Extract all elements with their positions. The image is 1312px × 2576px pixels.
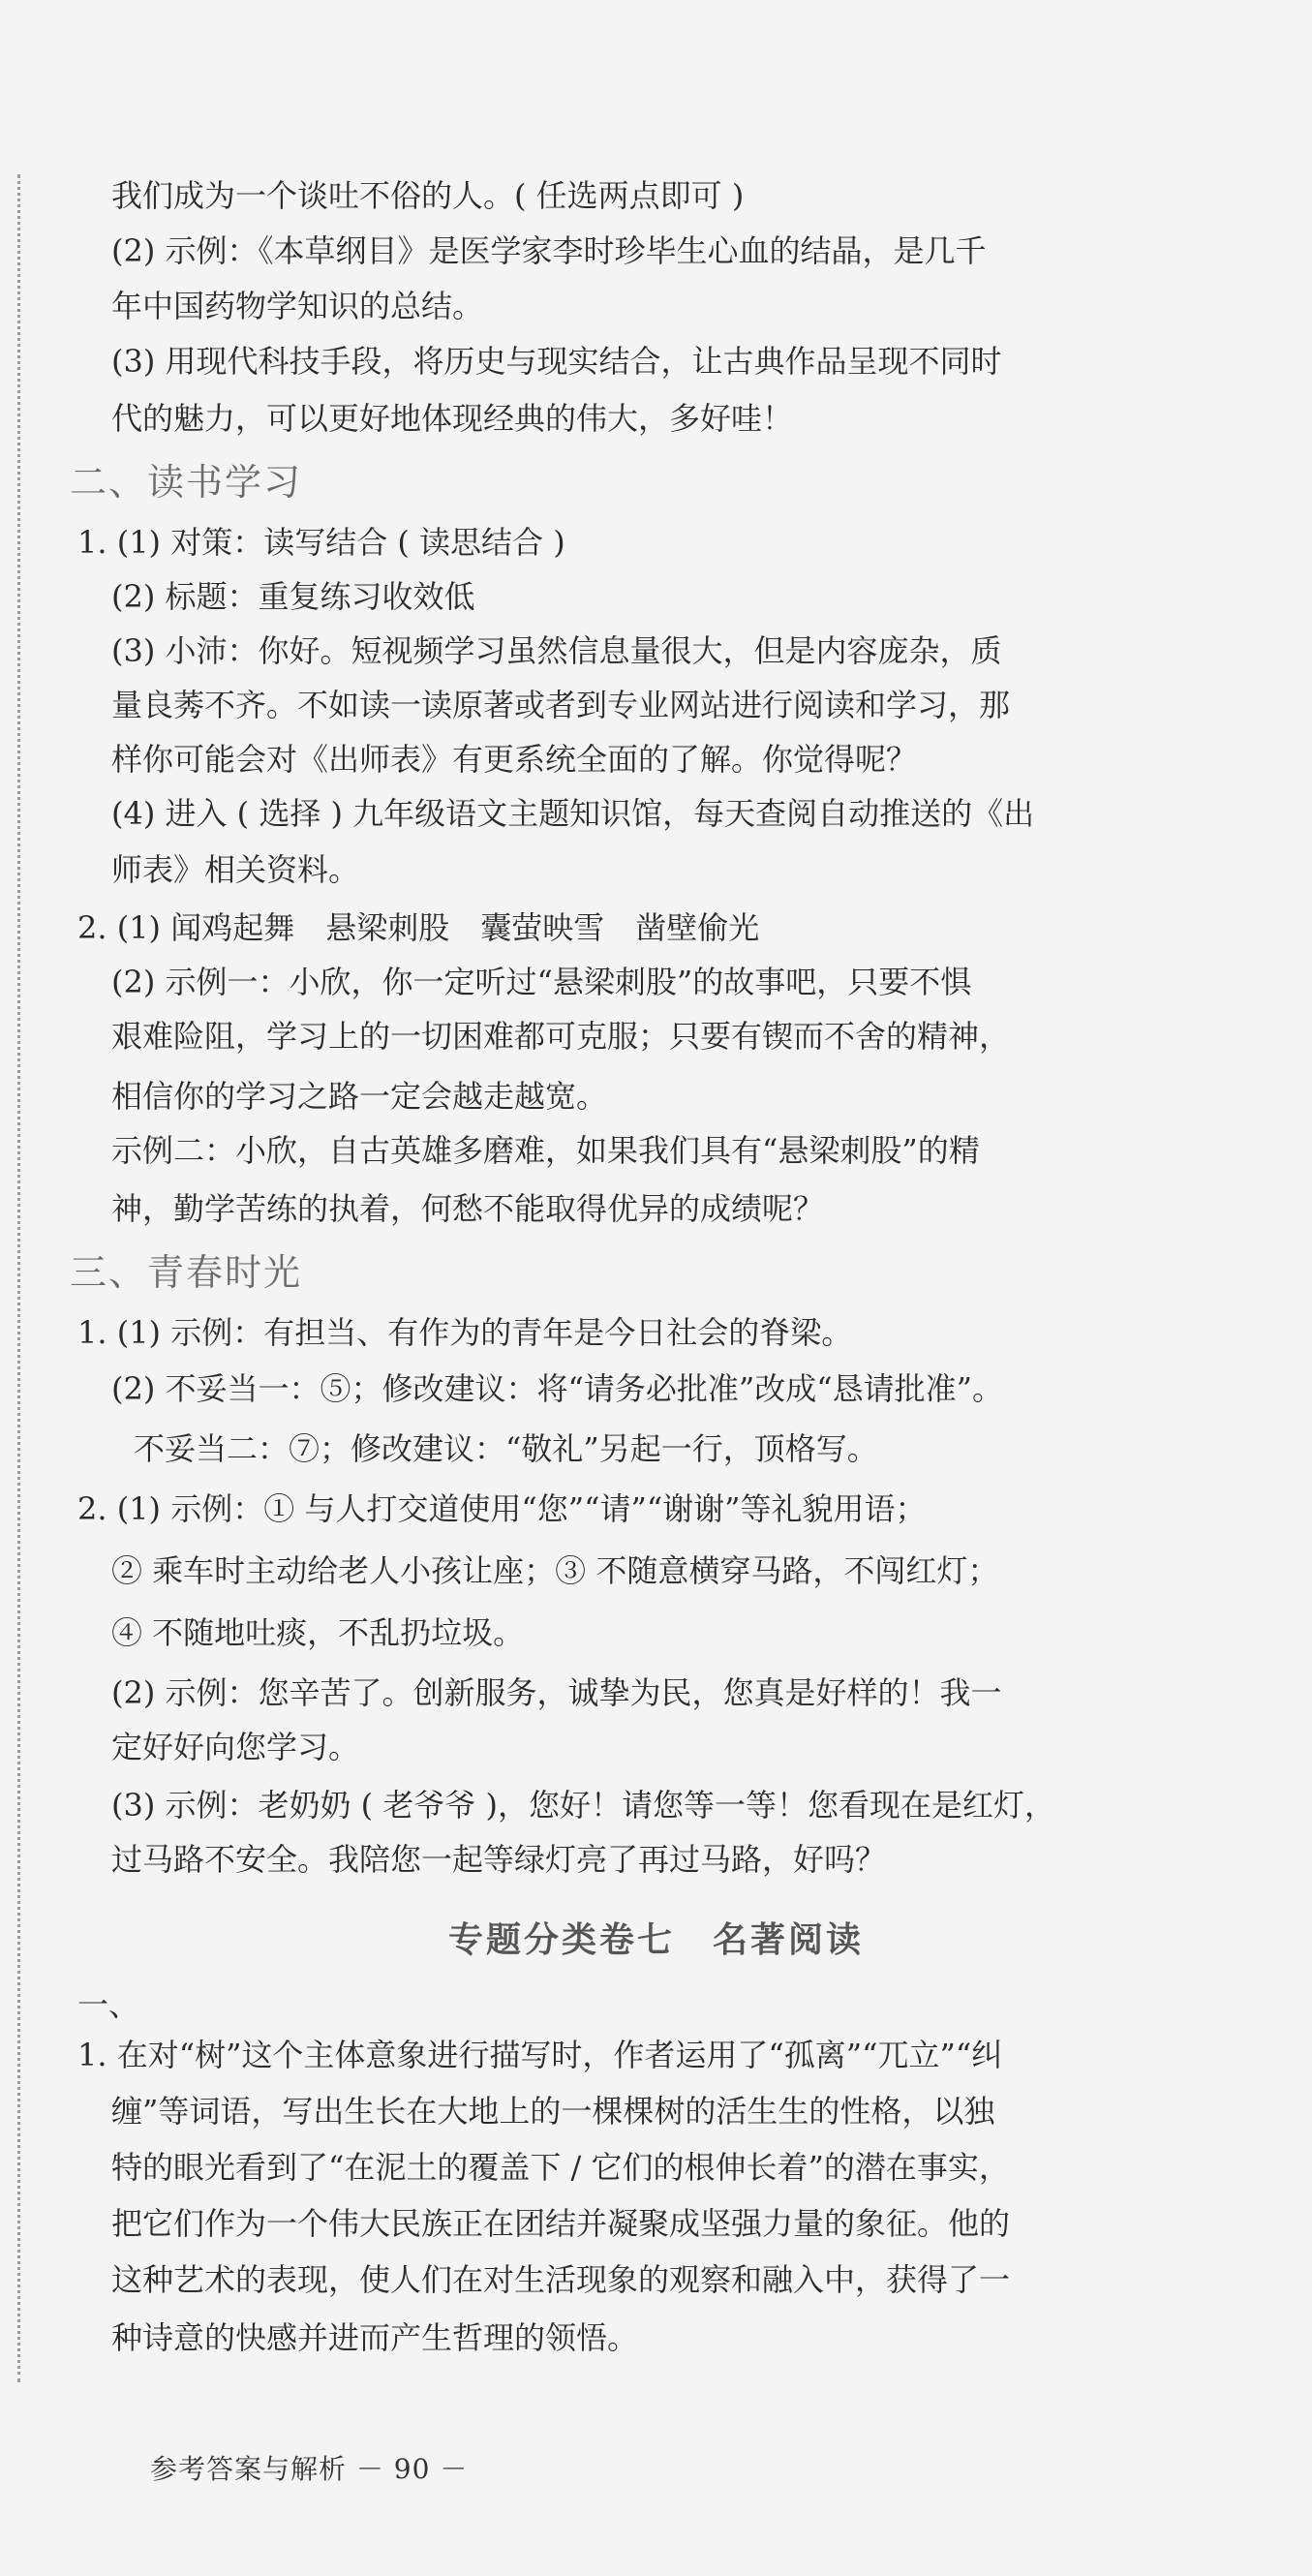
answer-text-line: 1. (1) 示例：有担当、有作为的青年是今日社会的脊梁。: [77, 1314, 853, 1351]
answer-text-line: (2) 不妥当一：⑤；修改建议：将“请务必批准”改成“恳请批准”。: [111, 1370, 1003, 1407]
answer-text-line: (3) 用现代科技手段，将历史与现实结合，让古典作品呈现不同时: [111, 343, 1002, 380]
answer-text-line: 年中国药物学知识的总结。: [111, 288, 484, 324]
answer-text-line: 师表》相关资料。: [111, 851, 360, 888]
answer-text-line: 把它们作为一个伟大民族正在团结并凝聚成坚强力量的象征。他的: [111, 2205, 1011, 2242]
section-heading: 二、读书学习: [70, 461, 303, 504]
answer-text-line: (4) 进入 ( 选择 ) 九年级语文主题知识馆，每天查阅自动推送的《出: [111, 795, 1035, 832]
answer-text-line: 代的魅力，可以更好地体现经典的伟大，多好哇！: [111, 400, 794, 437]
answer-text-line: 相信你的学习之路一定会越走越宽。: [111, 1078, 608, 1115]
answer-text-line: 2. (1) 示例：① 与人打交道使用“您”“请”“谢谢”等礼貌用语；: [77, 1490, 927, 1527]
answer-text-line: 2. (1) 闻鸡起舞 悬梁刺股 囊萤映雪 凿壁偷光: [77, 909, 760, 946]
answer-text-line: 1. 在对“树”这个主体意象进行描写时，作者运用了“孤离”“兀立”“纠: [77, 2037, 1003, 2073]
answer-text-line: ② 乘车时主动给老人小孩让座；③ 不随意横穿马路，不闯红灯；: [111, 1552, 999, 1589]
binding-margin-dotted-line: [17, 174, 20, 2382]
answer-text-line: 样你可能会对《出师表》有更系统全面的了解。你觉得呢？: [111, 741, 918, 778]
answer-text-line: (3) 小沛：你好。短视频学习虽然信息量很大，但是内容庞杂，质: [111, 632, 1002, 669]
answer-text-line: 神，勤学苦练的执着，何愁不能取得优异的成绩呢？: [111, 1190, 825, 1227]
answer-text-line: 一、: [77, 1986, 140, 2023]
answer-text-line: 量良莠不齐。不如读一读原著或者到专业网站进行阅读和学习，那: [111, 687, 1011, 723]
answer-text-line: 示例二：小欣，自古英雄多磨难，如果我们具有“悬梁刺股”的精: [111, 1132, 980, 1169]
answer-text-line: 过马路不安全。我陪您一起等绿灯亮了再过马路，好吗？: [111, 1841, 887, 1878]
answer-text-line: 我们成为一个谈吐不俗的人。( 任选两点即可 ): [111, 177, 745, 214]
answer-text-line: (2) 示例：您辛苦了。创新服务，诚挚为民，您真是好样的！我一: [111, 1674, 1002, 1711]
answer-text-line: 这种艺术的表现，使人们在对生活现象的观察和融入中，获得了一: [111, 2261, 1011, 2298]
answer-text-line: 1. (1) 对策：读写结合 ( 读思结合 ): [77, 524, 565, 561]
answer-text-line: 不妥当二：⑦；修改建议：“敬礼”另起一行，顶格写。: [134, 1430, 878, 1467]
section-heading: 三、青春时光: [70, 1251, 303, 1294]
answer-text-line: 种诗意的快感并进而产生哲理的领悟。: [111, 2319, 639, 2356]
page-footer: 参考答案与解析 － 90 －: [150, 2453, 469, 2485]
answer-text-line: 艰难险阻，学习上的一切困难都可克服；只要有锲而不舍的精神，: [111, 1018, 1011, 1055]
answer-text-line: (2) 标题：重复练习收效低: [111, 578, 475, 615]
answer-text-line: (2) 示例一：小欣，你一定听过“悬梁刺股”的故事吧，只要不惧: [111, 964, 972, 1000]
answer-text-line: (2) 示例：《本草纲目》是医学家李时珍毕生心血的结晶，是几千: [111, 232, 987, 269]
answer-text-line: ④ 不随地吐痰，不乱扔垃圾。: [111, 1614, 525, 1651]
answer-text-line: 特的眼光看到了“在泥土的覆盖下 / 它们的根伸长着”的潜在事实，: [111, 2149, 1010, 2186]
chapter-title: 专题分类卷七 名著阅读: [447, 1920, 864, 1960]
answer-text-line: 缠”等词语，写出生长在大地上的一棵棵树的活生生的性格，以独: [111, 2093, 995, 2130]
answer-text-line: 定好好向您学习。: [111, 1729, 360, 1765]
answer-text-line: (3) 示例：老奶奶 ( 老爷爷 )，您好！请您等一等！您看现在是红灯，: [111, 1787, 1055, 1824]
